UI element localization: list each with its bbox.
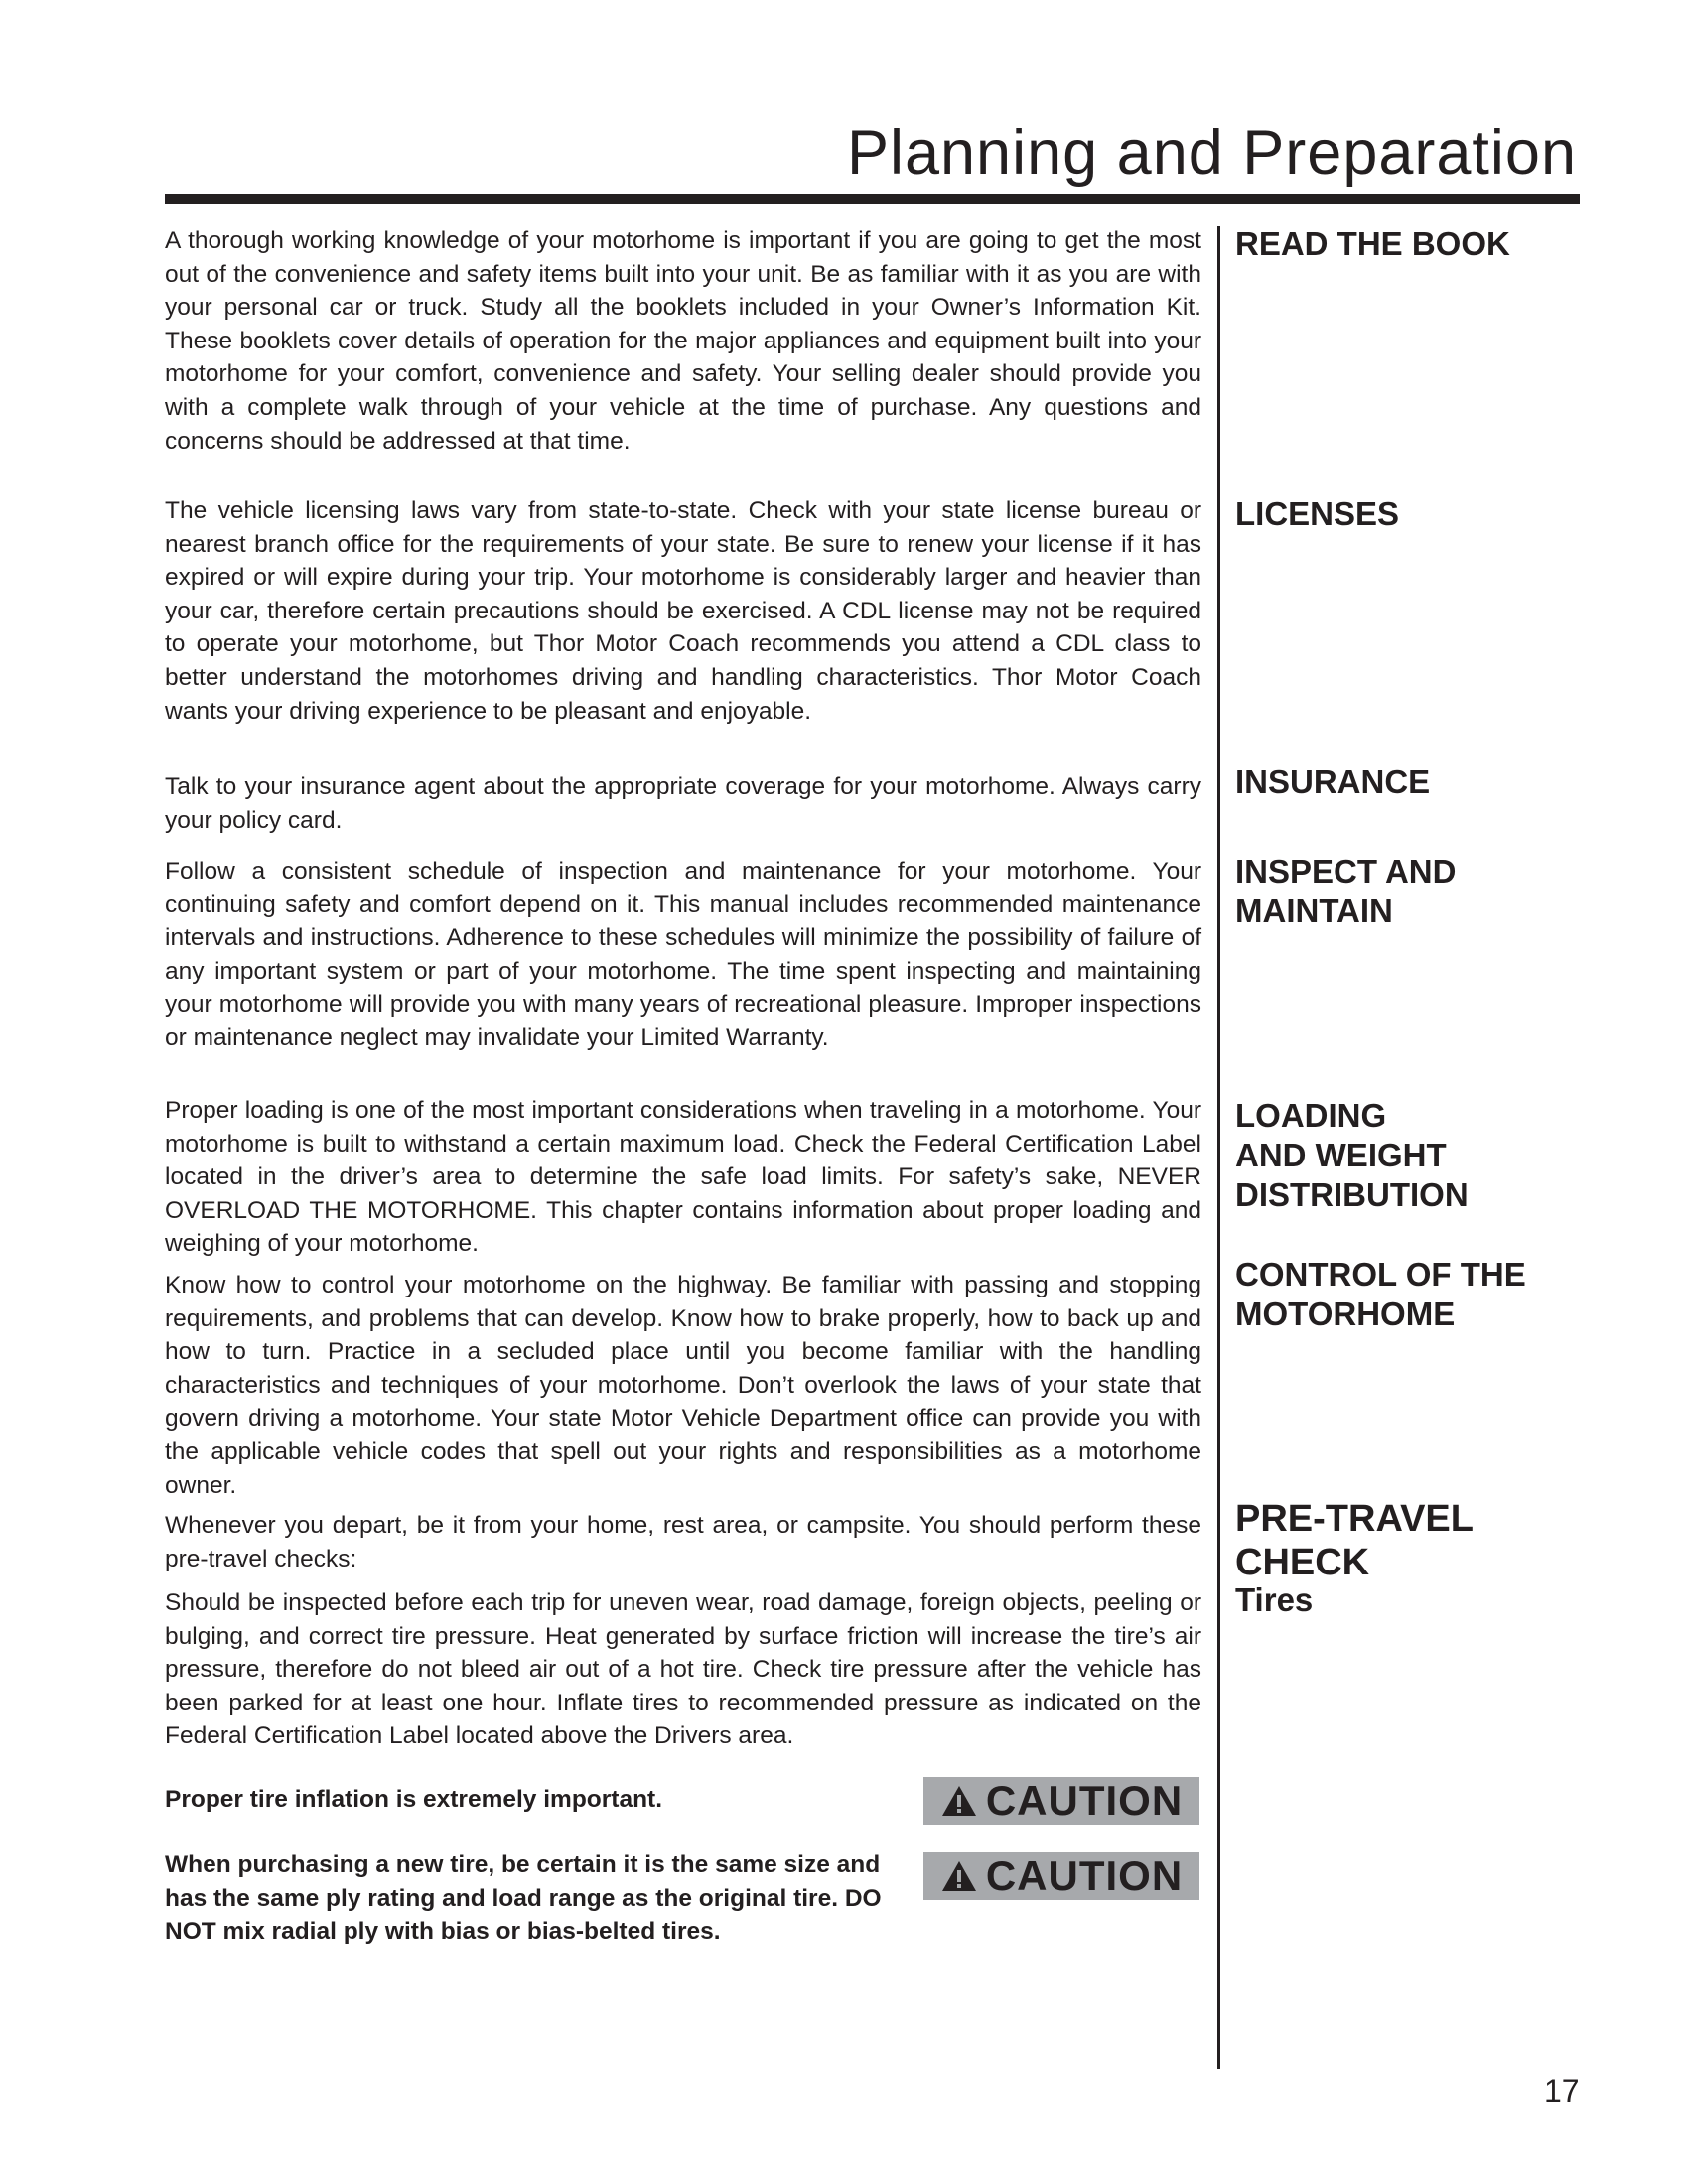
subheading-tires: Tires bbox=[1235, 1581, 1314, 1618]
caution-badge bbox=[923, 1852, 1199, 1900]
caution-note-new-tire: When purchasing a new tire, be certain it is the same size and has the same ply rating and load range as the original tire. DO NOT mix radial ply with bias or bias-belted tires. bbox=[165, 1851, 882, 1946]
page-number: 17 bbox=[1544, 2073, 1580, 2109]
heading-line: CONTROL OF THE bbox=[1235, 1256, 1526, 1293]
heading-loading-and-weight-distribution bbox=[1235, 1096, 1573, 1215]
paragraph-tires: Should be inspected before each trip for uneven wear, road damage, foreign objects, peeling or bulging, and correct tire pressure. Heat generated by surface friction will increase the tire’s air pressure, therefore do not bleed air out of a hot tire. Check tire pressure after the vehicle has been parked for at least one hour. Inflate tires to recommended pressure as indicated on the Federal Certification Label located above the Drivers area. bbox=[165, 1589, 1201, 1750]
heading-read-the-book: READ THE BOOK bbox=[1235, 225, 1510, 262]
heading-insurance: INSURANCE bbox=[1235, 763, 1431, 800]
caution-label: CAUTION bbox=[985, 1852, 1184, 1899]
heading-control-of-the-motorhome bbox=[1235, 1255, 1573, 1334]
heading-licenses: LICENSES bbox=[1235, 495, 1400, 532]
paragraph-control: Know how to control your motorhome on the highway. Be familiar with passing and stopping requirements, and problems that can develop. Know how to brake properly, how to back up and how to turn. Practice in a secluded place until you become familiar with the handling characteristics and techniques of your motorhome. Don’t overlook the laws of your state that govern driving a motorhome. Your state Motor Vehicle Department office can provide you with the applicable vehicle codes that spell out your rights and responsibilities as a motorhome owner. bbox=[165, 1272, 1201, 1499]
caution-label: CAUTION bbox=[985, 1777, 1184, 1824]
caution-note-tire-inflation: Proper tire inflation is extremely important. bbox=[165, 1786, 663, 1813]
paragraph-pre-travel: Whenever you depart, be it from your home, rest area, or campsite. You should perform these pre-travel checks: bbox=[165, 1512, 1201, 1572]
title-rule bbox=[165, 194, 1580, 204]
paragraph-insurance: Talk to your insurance agent about the appropriate coverage for your motorhome. Always carry your policy card. bbox=[165, 773, 1201, 834]
warning-triangle-icon bbox=[940, 1784, 978, 1818]
heading-line: MAINTAIN bbox=[1235, 892, 1393, 929]
heading-line: PRE-TRAVEL bbox=[1235, 1498, 1474, 1540]
heading-pre-travel-check bbox=[1235, 1497, 1573, 1584]
page-title: Planning and Preparation bbox=[846, 118, 1577, 188]
heading-line: CHECK bbox=[1235, 1542, 1370, 1583]
heading-line: LOADING bbox=[1235, 1097, 1387, 1134]
paragraph-read-the-book: A thorough working knowledge of your motorhome is important if you are going to get the most out of the convenience and safety items built into your unit. Be as familiar with it as you are with your personal car or truck. Study all the booklets included in your Owner’s Information Kit. These booklets cover details of operation for the major appliances and equipment built into your motorhome for your comfort, convenience and safety. Your selling dealer should provide you with a complete walk through of your vehicle at the time of purchase. Any questions and concerns should be addressed at that time. bbox=[165, 227, 1201, 455]
paragraph-inspect-and-maintain: Follow a consistent schedule of inspection and maintenance for your motorhome. Your continuing safety and comfort depend on it. This manual includes recommended maintenance intervals and instructions. Adherence to these schedules will minimize the possibility of failure of any important system or part of your motorhome. The time spent inspecting and maintaining your motorhome will provide you with many years of recreational pleasure. Improper inspections or maintenance neglect may invalidate your Limited Warranty. bbox=[165, 858, 1201, 1051]
caution-badge bbox=[923, 1777, 1199, 1825]
heading-line: AND WEIGHT bbox=[1235, 1137, 1447, 1173]
heading-inspect-and-maintain bbox=[1235, 852, 1573, 931]
paragraph-loading: Proper loading is one of the most important considerations when traveling in a motorhome. Your motorhome is built to withstand a certain maximum load. Check the Federal Certification Label located in the driver’s area to determine the safe load limits. For safety’s sake, NEVER OVERLOAD THE MOTORHOME. This chapter contains information about proper loading and weighing of your motorhome. bbox=[165, 1097, 1201, 1258]
heading-line: MOTORHOME bbox=[1235, 1296, 1456, 1332]
warning-triangle-icon bbox=[940, 1859, 978, 1893]
heading-line: INSPECT AND bbox=[1235, 853, 1457, 889]
column-divider bbox=[1217, 226, 1220, 2069]
heading-line: DISTRIBUTION bbox=[1235, 1176, 1469, 1213]
paragraph-licenses: The vehicle licensing laws vary from state-to-state. Check with your state license bureau or nearest branch office for the requirements of your state. Be sure to renew your license if it has expired or will expire during your trip. Your motorhome is considerably larger and heavier than your car, therefore certain precautions should be exercised. A CDL license may not be required to operate your motorhome, but Thor Motor Coach recommends you attend a CDL class to better understand the motorhomes driving and handling characteristics. Thor Motor Coach wants your driving experience to be pleasant and enjoyable. bbox=[165, 497, 1201, 725]
